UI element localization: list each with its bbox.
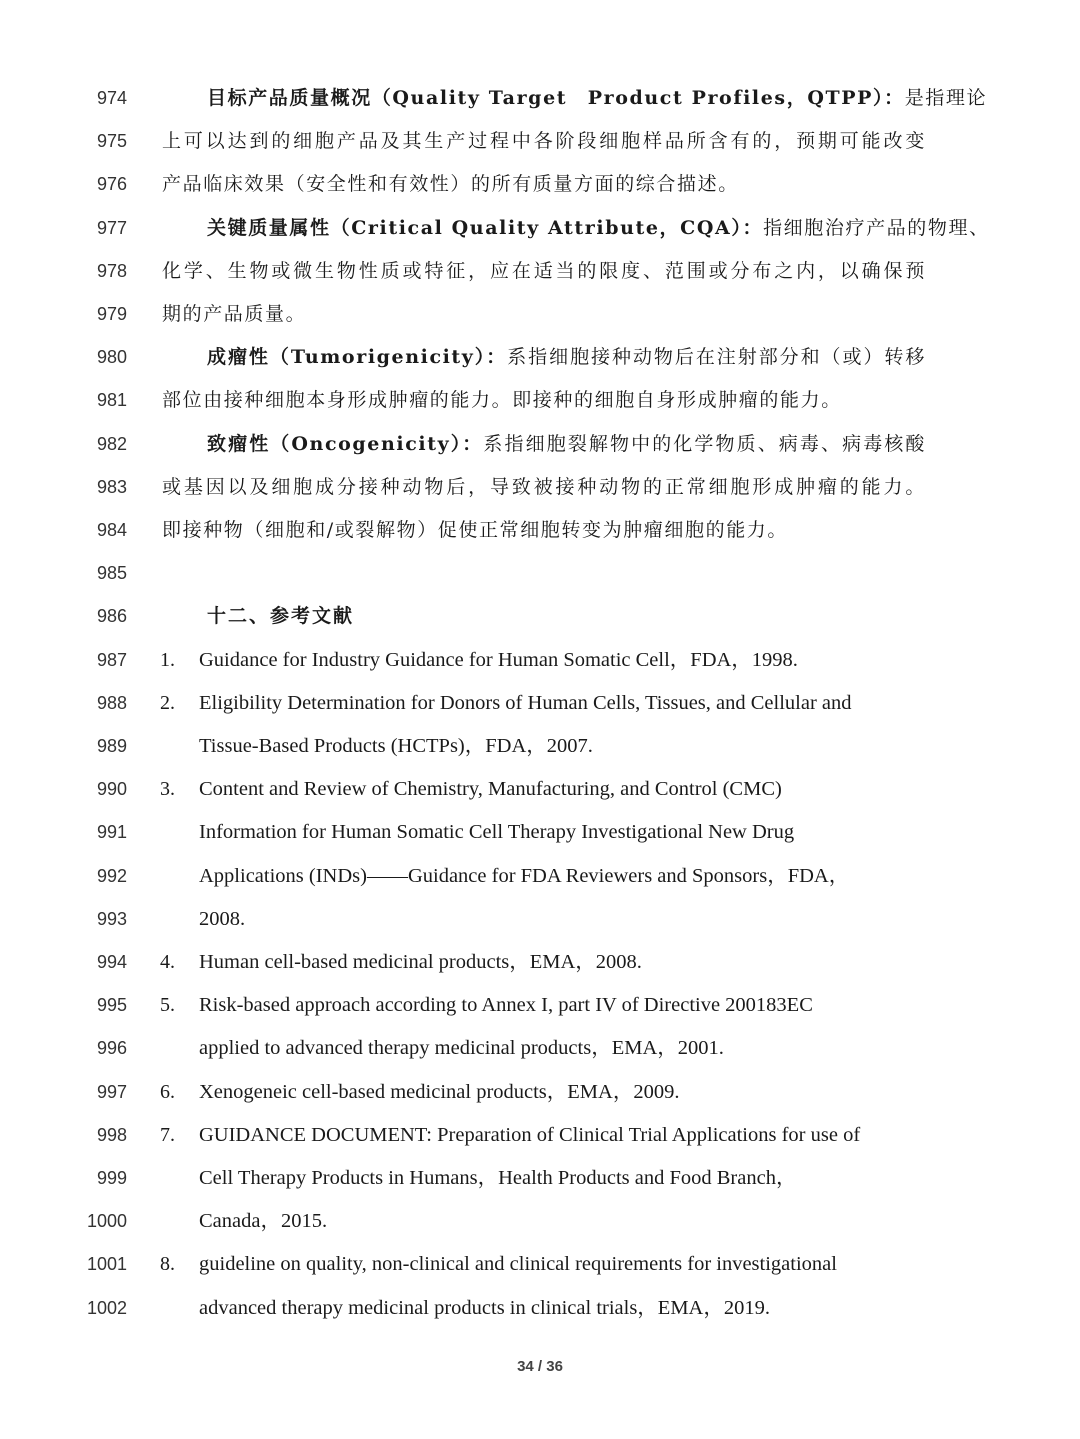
reference-number: 5. [160, 994, 175, 1017]
reference-text: Applications (INDs)——Guidance for FDA Reviewers and Sponsors，FDA， [199, 864, 850, 887]
reference-line [0, 682, 1080, 725]
text-run: 部位由接种细胞本身形成肿瘤的能力。即接种的细胞自身形成肿瘤的能力。 [162, 389, 842, 412]
reference-text: Cell Therapy Products in Humans，Health Products and Food Branch， [199, 1167, 797, 1189]
reference-number: 4. [160, 951, 175, 973]
definition-paragraph-start [207, 77, 988, 120]
text-run: 即接种物（细胞和/或裂解物）促使正常细胞转变为肿瘤细胞的能力。 [162, 519, 789, 541]
reference-number: 3. [160, 778, 175, 801]
line-number: 977 [96, 217, 127, 238]
document-line [0, 293, 1080, 336]
reference-line [0, 941, 1080, 984]
reference-number: 7. [160, 1123, 175, 1146]
reference-text: 2008. [199, 907, 246, 930]
text-run: 系指细胞接种动物后在注射部分和（或）转移 [507, 346, 926, 369]
line-number: 978 [96, 260, 127, 281]
section-heading: 十二、参考文献 [207, 605, 355, 628]
reference-text: Human cell-based medicinal products，EMA，2008. [199, 951, 642, 973]
line-number: 1001 [86, 1254, 127, 1275]
line-number: 986 [96, 606, 127, 627]
reference-text: GUIDANCE DOCUMENT: Preparation of Clinical Trial Applications for use of [199, 1123, 861, 1146]
text-run: 系指细胞裂解物中的化学物质、病毒、病毒核酸 [483, 432, 926, 455]
text-run: 期的产品质量。 [162, 303, 307, 325]
defined-term: 致瘤性（Oncogenicity）： [207, 432, 484, 455]
paragraph-text [162, 509, 926, 552]
line-number: 993 [96, 908, 127, 929]
paragraph-text [162, 466, 926, 509]
paragraph-text [162, 163, 926, 206]
line-number: 983 [96, 476, 127, 497]
line-number: 984 [96, 520, 127, 540]
line-number: 982 [96, 433, 127, 454]
reference-text: guideline on quality, non-clinical and clinical requirements for investigational [199, 1253, 837, 1276]
reference-line [0, 1243, 1080, 1286]
document-line [0, 423, 1080, 466]
document-line [0, 552, 1080, 595]
line-number: 974 [96, 88, 127, 108]
document-line [0, 250, 1080, 293]
line-number: 976 [96, 174, 127, 195]
line-number: 994 [96, 952, 127, 972]
line-number: 981 [96, 390, 127, 411]
reference-line [0, 1114, 1080, 1157]
defined-term: 目标产品质量概况（Quality Target Product Profiles，QTPP）： [207, 87, 905, 109]
document-line [0, 466, 1080, 509]
document-line [0, 77, 1080, 120]
line-number: 991 [96, 822, 127, 843]
paragraph-text [162, 120, 926, 163]
reference-line [0, 811, 1080, 854]
paragraph-text [162, 293, 926, 336]
text-run: 指细胞治疗产品的物理、 [763, 216, 990, 239]
reference-text: Guidance for Industry Guidance for Human Somatic Cell，FDA，1998. [199, 648, 798, 671]
line-number: 995 [96, 995, 127, 1016]
reference-text: Content and Review of Chemistry, Manufacturing, and Control (CMC) [199, 778, 782, 801]
definition-paragraph-start [207, 207, 990, 250]
document-line [0, 336, 1080, 379]
reference-text: advanced therapy medicinal products in clinical trials，EMA，2019. [199, 1296, 770, 1319]
definition-paragraph-start [207, 423, 926, 466]
document-line [0, 509, 1080, 552]
line-number: 987 [96, 649, 127, 670]
reference-line [0, 1157, 1080, 1200]
reference-number: 2. [160, 691, 175, 714]
line-number: 1000 [86, 1211, 127, 1232]
text-run: 产品临床效果（安全性和有效性）的所有质量方面的综合描述。 [162, 173, 739, 196]
document-line [0, 207, 1080, 250]
defined-term: 关键质量属性（Critical Quality Attribute，CQA）： [207, 216, 764, 239]
line-number: 997 [96, 1081, 127, 1102]
reference-text: Risk-based approach according to Annex I, part IV of Directive 200183EC [199, 994, 813, 1017]
reference-text: Tissue-Based Products (HCTPs)，FDA，2007. [199, 735, 593, 757]
line-number: 979 [96, 304, 127, 324]
reference-line [0, 855, 1080, 898]
text-run: 或基因以及细胞成分接种动物后，导致被接种动物的正常细胞形成肿瘤的能力。 [162, 475, 926, 498]
line-number: 999 [96, 1168, 127, 1188]
document-line [0, 163, 1080, 206]
document-line [0, 120, 1080, 163]
defined-term: 成瘤性（Tumorigenicity）： [207, 346, 508, 369]
line-number: 975 [96, 131, 127, 152]
reference-text: Eligibility Determination for Donors of Human Cells, Tissues, and Cellular and [199, 691, 852, 714]
document-line [0, 595, 1080, 638]
paragraph-text [162, 250, 926, 293]
reference-text: Xenogeneic cell-based medicinal products，EMA，2009. [199, 1080, 680, 1103]
text-run: 上可以达到的细胞产品及其生产过程中各阶段细胞样品所含有的，预期可能改变 [162, 130, 926, 153]
reference-line [0, 1287, 1080, 1330]
text-run: 化学、生物或微生物性质或特征，应在适当的限度、范围或分布之内，以确保预 [162, 259, 926, 282]
document-line [0, 379, 1080, 422]
line-number: 988 [96, 692, 127, 713]
line-number: 985 [96, 563, 127, 584]
definition-paragraph-start [207, 336, 926, 379]
text-run: 是指理论 [904, 87, 988, 109]
line-number: 1002 [86, 1297, 127, 1318]
reference-text: Canada，2015. [199, 1210, 328, 1233]
reference-line [0, 984, 1080, 1027]
line-number: 989 [96, 736, 127, 756]
reference-line [0, 1027, 1080, 1070]
reference-line [0, 1071, 1080, 1114]
line-number: 998 [96, 1124, 127, 1145]
reference-line [0, 898, 1080, 941]
line-number: 996 [96, 1038, 127, 1059]
reference-number: 1. [160, 648, 175, 671]
line-number: 990 [96, 779, 127, 800]
page-number: 34 / 36 [517, 1358, 563, 1375]
reference-number: 6. [160, 1080, 175, 1103]
reference-text: Information for Human Somatic Cell Therapy Investigational New Drug [199, 821, 795, 844]
reference-line [0, 1200, 1080, 1243]
reference-text: applied to advanced therapy medicinal products，EMA，2001. [199, 1037, 724, 1060]
reference-line [0, 639, 1080, 682]
reference-number: 8. [160, 1253, 175, 1276]
reference-line [0, 768, 1080, 811]
paragraph-text [162, 379, 926, 422]
line-number: 992 [96, 865, 127, 886]
line-number: 980 [96, 347, 127, 368]
reference-line [0, 725, 1080, 768]
